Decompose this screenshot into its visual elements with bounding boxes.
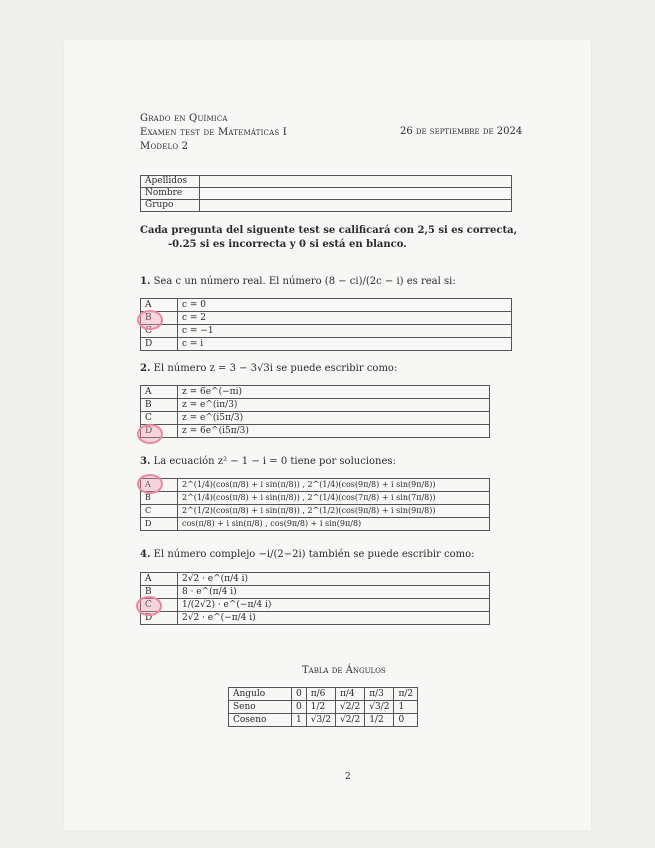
option-letter[interactable]: B — [141, 312, 178, 325]
question-1 — [140, 276, 456, 287]
option-row[interactable] — [141, 312, 512, 325]
option-text: 2^(1/2)(cos(π/8) + i sin(π/8)) , 2^(1/2)(cos(9π/8) + i sin(9π/8)) — [178, 505, 490, 518]
option-text: z = e^(iπ/3) — [178, 399, 490, 412]
options-table-q2 — [140, 385, 490, 438]
options-table-q1 — [140, 298, 512, 351]
angle-row — [229, 688, 418, 701]
option-letter[interactable]: B — [141, 399, 178, 412]
option-text: c = i — [178, 338, 512, 351]
question-number: 3. — [140, 456, 151, 467]
option-row[interactable] — [141, 386, 490, 399]
question-text: El número complejo −i/(2−2i) también se puede escribir como: — [153, 549, 475, 560]
option-text: 2^(1/4)(cos(π/8) + i sin(π/8)) , 2^(1/4)(cos(9π/8) + i sin(9π/8)) — [178, 479, 490, 492]
angle-cell: 0 — [292, 688, 307, 701]
input-surname[interactable] — [200, 176, 512, 188]
header-model: Modelo 2 — [140, 141, 189, 152]
option-row[interactable] — [141, 479, 490, 492]
angle-cell: 1/2 — [306, 701, 335, 714]
option-row[interactable] — [141, 518, 490, 531]
page-number: 2 — [345, 772, 351, 782]
option-text: z = e^(i5π/3) — [178, 412, 490, 425]
label-name: Nombre — [141, 188, 200, 200]
question-number: 2. — [140, 363, 151, 374]
option-row[interactable] — [141, 338, 512, 351]
option-text: 1/(2√2) · e^(−π/4 i) — [178, 599, 490, 612]
angle-cell: Seno — [229, 701, 292, 714]
option-row[interactable] — [141, 399, 490, 412]
answer-mark-circle — [137, 424, 163, 444]
header-exam: Examen test de Matemáticas I — [140, 127, 287, 138]
option-row[interactable] — [141, 412, 490, 425]
instructions-line1: Cada pregunta del siguente test se calificará con 2,5 si es correcta, — [140, 225, 518, 236]
option-text: 2√2 · e^(−π/4 i) — [178, 612, 490, 625]
option-text: 8 · e^(π/4 i) — [178, 586, 490, 599]
question-text: Sea c un número real. El número (8 − ci)/(2c − i) es real si: — [153, 276, 456, 287]
angle-cell: π/4 — [335, 688, 364, 701]
option-text: 2√2 · e^(π/4 i) — [178, 573, 490, 586]
angle-cell: 0 — [292, 701, 307, 714]
angle-table-title: Tabla de Ángulos — [302, 665, 386, 676]
id-row-group — [141, 200, 512, 212]
answer-mark-circle — [137, 310, 163, 330]
header-date: 26 de septiembre de 2024 — [400, 126, 523, 137]
angle-cell: 0 — [394, 714, 418, 727]
angle-cell: π/3 — [365, 688, 394, 701]
option-row[interactable] — [141, 299, 512, 312]
instructions-line2: -0.25 si es incorrecta y 0 si está en blanco. — [168, 239, 407, 250]
angle-cell: 1/2 — [365, 714, 394, 727]
angle-cell: 1 — [394, 701, 418, 714]
option-row[interactable] — [141, 599, 490, 612]
option-letter[interactable]: A — [141, 386, 178, 399]
question-3 — [140, 456, 396, 467]
options-table-q4 — [140, 572, 490, 625]
angle-cell: √3/2 — [365, 701, 394, 714]
angle-cell: Ángulo — [229, 688, 292, 701]
angle-cell: √2/2 — [335, 714, 364, 727]
option-text: 2^(1/4)(cos(π/8) + i sin(π/8)) , 2^(1/4)(cos(7π/8) + i sin(7π/8)) — [178, 492, 490, 505]
input-name[interactable] — [200, 188, 512, 200]
option-letter[interactable]: B — [141, 586, 178, 599]
answer-mark-circle — [136, 596, 162, 616]
angle-cell: 1 — [292, 714, 307, 727]
option-row[interactable] — [141, 425, 490, 438]
option-letter[interactable]: C — [141, 599, 178, 612]
option-row[interactable] — [141, 612, 490, 625]
label-group: Grupo — [141, 200, 200, 212]
angle-table — [228, 687, 418, 727]
angle-cell: π/6 — [306, 688, 335, 701]
option-letter[interactable]: C — [141, 325, 178, 338]
question-number: 4. — [140, 549, 151, 560]
angle-cell: Coseno — [229, 714, 292, 727]
sine-row — [229, 701, 418, 714]
option-letter[interactable]: D — [141, 425, 178, 438]
cosine-row — [229, 714, 418, 727]
question-text: El número z = 3 − 3√3i se puede escribir como: — [153, 363, 398, 374]
header-block — [140, 112, 287, 154]
option-letter[interactable]: A — [141, 479, 178, 492]
option-letter[interactable]: D — [141, 612, 178, 625]
question-text: La ecuación z² − 1 − i = 0 tiene por soluciones: — [153, 456, 396, 467]
header-degree: Grado en Química — [140, 113, 228, 124]
option-text: c = 0 — [178, 299, 512, 312]
option-letter[interactable]: C — [141, 412, 178, 425]
option-row[interactable] — [141, 586, 490, 599]
label-surname: Apellidos — [141, 176, 200, 188]
option-text: c = −1 — [178, 325, 512, 338]
option-text: z = 6e^(i5π/3) — [178, 425, 490, 438]
option-letter[interactable]: A — [141, 573, 178, 586]
option-text: c = 2 — [178, 312, 512, 325]
option-letter[interactable]: D — [141, 518, 178, 531]
option-text: cos(π/8) + i sin(π/8) , cos(9π/8) + i sin(9π/8) — [178, 518, 490, 531]
option-letter[interactable]: B — [141, 492, 178, 505]
id-row-name — [141, 188, 512, 200]
question-2 — [140, 363, 397, 374]
angle-cell: √2/2 — [335, 701, 364, 714]
option-text: z = 6e^(−πi) — [178, 386, 490, 399]
id-row-surname — [141, 176, 512, 188]
option-row[interactable] — [141, 325, 512, 338]
answer-mark-circle — [137, 474, 163, 494]
option-letter[interactable]: C — [141, 505, 178, 518]
student-id-table — [140, 175, 512, 212]
angle-cell: √3/2 — [306, 714, 335, 727]
option-row[interactable] — [141, 573, 490, 586]
question-4 — [140, 549, 475, 560]
question-number: 1. — [140, 276, 151, 287]
options-table-q3 — [140, 478, 490, 531]
option-row[interactable] — [141, 505, 490, 518]
option-letter[interactable]: D — [141, 338, 178, 351]
exam-page — [64, 40, 591, 830]
input-group[interactable] — [200, 200, 512, 212]
option-row[interactable] — [141, 492, 490, 505]
option-letter[interactable]: A — [141, 299, 178, 312]
angle-cell: π/2 — [394, 688, 418, 701]
